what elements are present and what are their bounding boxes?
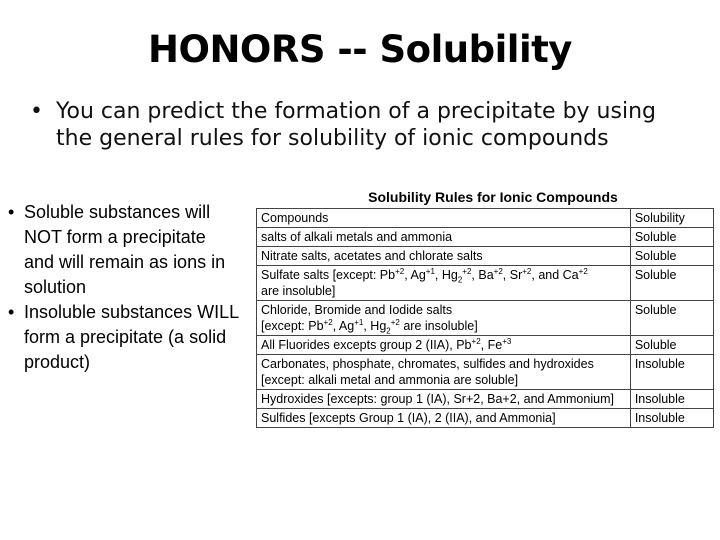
text-run: are insoluble] [399, 319, 478, 333]
charge: +2 [493, 266, 503, 276]
cell-solubility: Insoluble [630, 355, 713, 390]
charge: +1 [354, 317, 364, 327]
text-run: All Fluorides excepts group 2 (IIA), Pb [261, 338, 472, 352]
solubility-rules-table-image [252, 186, 714, 458]
list-item [8, 200, 240, 300]
text-run: Sulfate salts [except: Pb [261, 268, 396, 282]
intro-bullet [30, 98, 690, 152]
cell-solubility: Insoluble [630, 390, 713, 409]
charge: +2 [578, 266, 588, 276]
charge: +2 [395, 266, 405, 276]
list-item [8, 300, 240, 375]
charge: +2 [462, 266, 472, 276]
cell-compound: Nitrate salts, acetates and chlorate salts [257, 247, 631, 266]
bullet-icon: • [8, 202, 15, 222]
text-run: , and Ca [531, 268, 579, 282]
subscript: 2 [386, 326, 391, 336]
charge: +3 [502, 336, 512, 346]
bullet-icon: • [8, 302, 15, 322]
table-header-row [257, 209, 714, 228]
text-run: , Ag [404, 268, 426, 282]
charge: +2 [323, 317, 333, 327]
cell-compound [257, 336, 631, 355]
cell-solubility: Soluble [630, 247, 713, 266]
text-run: , Hg [363, 319, 387, 333]
table-row [257, 409, 714, 428]
table-row [257, 355, 714, 390]
list-item-text: Insoluble substances WILL form a precipitate (a solid product) [24, 302, 239, 372]
charge: +2 [390, 317, 400, 327]
cell-compound [257, 301, 631, 336]
cell-solubility: Soluble [630, 301, 713, 336]
text-run: , Ag [332, 319, 355, 333]
list-item-text: Soluble substances will NOT form a precipitate and will remain as ions in solution [24, 202, 226, 297]
intro-text: You can predict the formation of a precipitate by using the general rules for solubility of ionic compounds [56, 99, 656, 151]
cell-solubility: Soluble [630, 266, 713, 301]
cell-solubility: Soluble [630, 336, 713, 355]
header-compounds: Compounds [257, 209, 631, 228]
table-row [257, 336, 714, 355]
charge: +2 [471, 336, 481, 346]
cell-compound: Carbonates, phosphate, chromates, sulfides and hydroxides [except: alkali metal and ammonia are soluble] [257, 355, 631, 390]
text-run: , Sr [502, 268, 523, 282]
table-row [257, 247, 714, 266]
slide-title: HONORS -- Solubility [148, 28, 572, 71]
cell-compound: Hydroxides [excepts: group 1 (IA), Sr+2, Ba+2, and Ammonium] [257, 390, 631, 409]
solubility-table [256, 208, 714, 428]
table-row [257, 228, 714, 247]
charge: +1 [425, 266, 435, 276]
header-solubility: Solubility [630, 209, 713, 228]
subscript: 2 [457, 275, 463, 285]
text-run: , Ba [471, 268, 494, 282]
text-run: , Fe [480, 338, 503, 352]
cell-compound: salts of alkali metals and ammonia [257, 228, 631, 247]
text-run: Chloride, Bromide and Iodide salts [261, 303, 453, 317]
charge: +2 [522, 266, 532, 276]
text-run: [except: Pb [261, 319, 324, 333]
cell-solubility: Insoluble [630, 409, 713, 428]
text-run: are insoluble] [261, 284, 336, 298]
left-bullet-list [8, 200, 240, 375]
bullet-icon: • [30, 99, 43, 124]
cell-compound [257, 266, 631, 301]
cell-compound: Sulfides [excepts Group 1 (IA), 2 (IIA), and Ammonia] [257, 409, 631, 428]
table-row [257, 266, 714, 301]
text-run: , Hg [434, 268, 458, 282]
table-caption: Solubility Rules for Ionic Compounds [368, 189, 618, 205]
cell-solubility: Soluble [630, 228, 713, 247]
table-row [257, 301, 714, 336]
table-row [257, 390, 714, 409]
